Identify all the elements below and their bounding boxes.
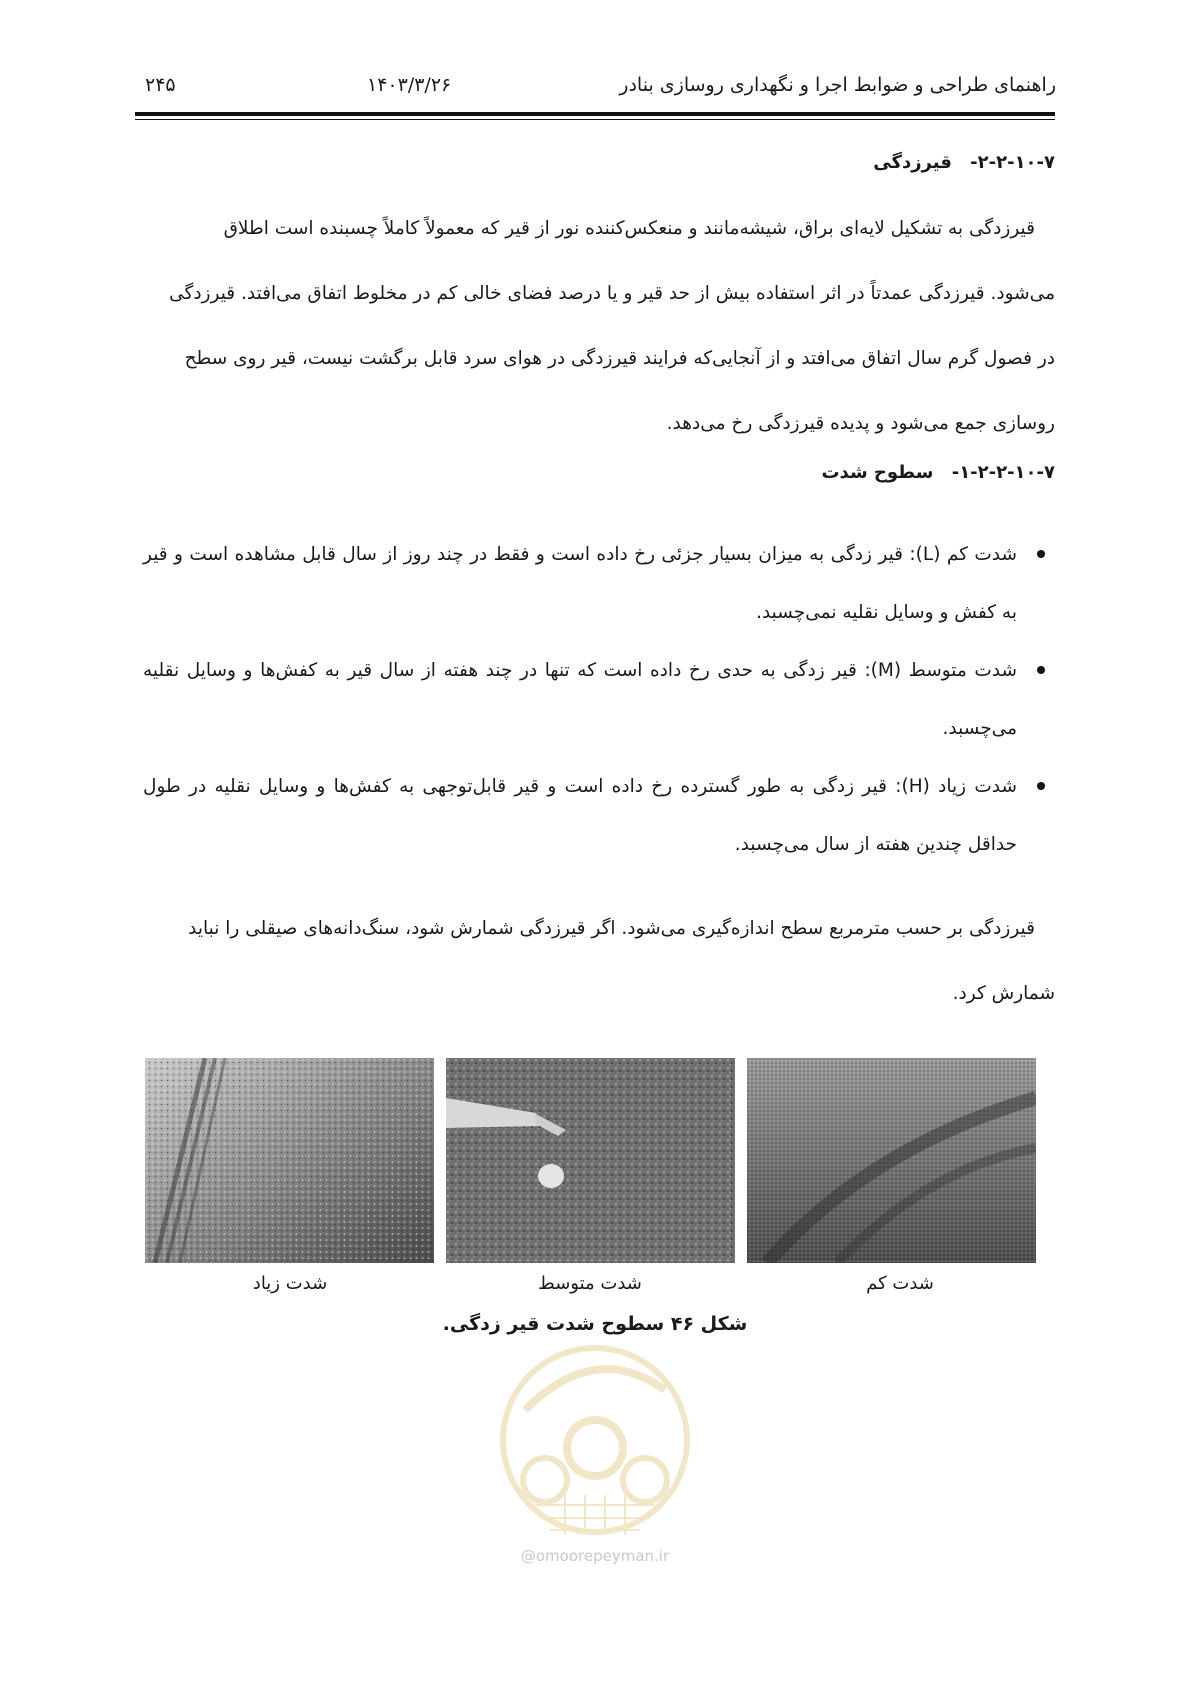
paragraph-line: قیرزدگی به تشکیل لایه‌ای براق، شیشه‌مانند و منعکس‌کننده نور از قیر که معمولاً کاملاً چسبنده است اطلاق [223,218,1035,239]
caption-low-severity: شدت کم [866,1273,934,1294]
paragraph-line: شمارش کرد. [952,983,1055,1004]
header-rule-thick [135,112,1055,116]
severity-medium-item: شدت متوسط (M): قیر زدگی به حدی رخ داده است که تنها در چند هفته از سال قیر به کفش‌ها و وسایل نقلیه می‌چسبد. [143,642,1055,758]
paragraph-line: می‌شود. قیرزدگی عمدتاً در اثر استفاده بیش از حد قیر و یا درصد فضای خالی کم در مخلوط اتفاق می‌افتد. قیرزدگی [169,283,1055,304]
figure-caption: شکل ۴۶ سطوح شدت قیر زدگی. [442,1313,748,1335]
severity-high-item: شدت زیاد (H): قیر زدگی به طور گسترده رخ داده است و قیر قابل‌توجهی به کفش‌ها و وسایل نقلیه در طول حداقل چندین هفته از سال می‌چسبد. [143,758,1055,874]
photo-low-severity [747,1058,1036,1263]
paragraph-line: قیرزدگی بر حسب مترمربع سطح اندازه‌گیری می‌شود. اگر قیرزدگی شمارش شود، سنگ‌دانه‌های صیقلی را نباید [188,918,1035,939]
photo-medium-severity [446,1058,735,1263]
header-rule-thin [135,119,1055,120]
running-header-title: راهنمای طراحی و ضوابط اجرا و نگهداری روسازی بنادر [619,74,1056,96]
measurement-paragraph [143,896,1055,1026]
section-heading [873,152,1055,173]
caption-high-severity: شدت زیاد [252,1273,328,1294]
section-number: ۲-۲-۱۰-۷- [970,152,1055,173]
severity-list [143,526,1055,874]
subsection-title: سطوح شدت [821,462,934,483]
subsection-heading [821,462,1055,483]
header-date: ۱۴۰۳/۳/۲۶ [367,74,452,96]
section-title: قیرزدگی [873,152,952,173]
section-paragraph [143,196,1055,456]
caption-medium-severity: شدت متوسط [538,1273,642,1294]
photo-high-severity [145,1058,434,1263]
paragraph-line: در فصول گرم سال اتفاق می‌افتد و از آنجایی‌که فرایند قیرزدگی در هوای سرد قابل برگشت نیست، قیر روی سطح [184,348,1055,369]
subsection-number: ۱-۲-۲-۱۰-۷- [951,462,1055,483]
watermark-logo [485,1330,705,1560]
watermark-url: @omoorepeyman.ir [520,1547,670,1565]
severity-low-item: شدت کم (L): قیر زدگی به میزان بسیار جزئی رخ داده است و فقط در چند روز از سال قابل مشاهده است و قیر به کفش و وسایل نقلیه نمی‌چسبد. [143,526,1055,642]
paragraph-line: روسازی جمع می‌شود و پدیده قیرزدگی رخ می‌دهد. [666,413,1055,434]
page-number: ۲۴۵ [145,74,176,96]
